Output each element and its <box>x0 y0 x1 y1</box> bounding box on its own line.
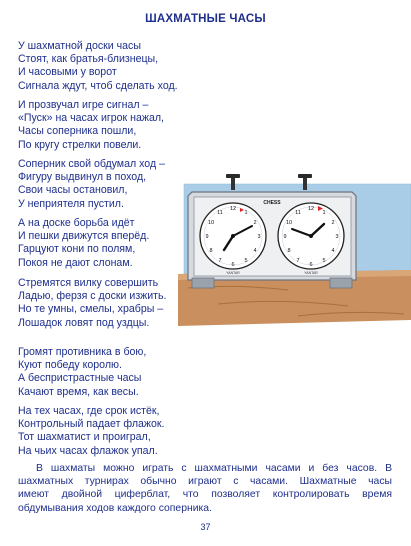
poem-line: Качают время, как весы. <box>18 385 139 398</box>
poem-stanza-7 <box>18 405 248 458</box>
poem-line: Стремятся вилку совершить <box>18 277 159 289</box>
poem-line: «Пуск» на часах игрок нажал, <box>18 112 164 125</box>
svg-text:11: 11 <box>217 210 223 216</box>
svg-text:3: 3 <box>257 234 261 240</box>
poem-line: Сигнала ждут, чтоб сделать ход. <box>18 79 178 92</box>
svg-text:1: 1 <box>244 210 248 216</box>
left-dial-maker: YANTAR <box>226 271 240 275</box>
svg-text:2: 2 <box>253 220 257 226</box>
svg-text:5: 5 <box>244 258 248 264</box>
poem-line: У неприятеля пустил. <box>18 197 124 210</box>
svg-text:10: 10 <box>285 220 293 226</box>
poem-line: Стоят, как братья-близнецы, <box>18 53 159 66</box>
poem-line: На чьих часах флажок упал. <box>18 444 158 457</box>
right-dial-maker: YANTAR <box>304 271 318 275</box>
poem-line: Лошадок ловят под уздцы. <box>18 316 150 329</box>
prose-line: имеют двойной циферблат, что позволяет контролировать время <box>18 489 392 501</box>
svg-text:9: 9 <box>205 234 209 240</box>
svg-text:12: 12 <box>229 206 237 212</box>
prose-paragraph <box>18 462 392 515</box>
poem-line: И часовыми у ворот <box>18 66 117 79</box>
prose-line: обдумывания ходов каждого соперника. <box>18 502 212 514</box>
svg-text:7: 7 <box>296 258 300 264</box>
poem-line: И пешки движутся вперёд. <box>18 230 150 243</box>
svg-text:8: 8 <box>209 248 213 254</box>
poem-stanza-2 <box>18 99 248 152</box>
poem-line: Фигуру выдвинул в поход, <box>18 171 147 184</box>
svg-text:9: 9 <box>283 234 287 240</box>
poem-line: Гарцуют кони по полям, <box>18 243 136 256</box>
poem-line: Тот шахматист и проиграл, <box>18 431 151 444</box>
poem-line: Свои часы остановил, <box>18 184 128 197</box>
poem-line: Ладью, ферзя с доски изжить. <box>18 290 167 303</box>
poem-line: Часы соперника пошли, <box>18 125 137 138</box>
poem-line: Но те умны, смелы, храбры – <box>18 303 164 316</box>
poem-stanza-1 <box>18 40 248 93</box>
page-number: 37 <box>200 522 211 532</box>
poem-stanza-6 <box>18 346 248 399</box>
svg-text:2: 2 <box>331 220 335 226</box>
svg-text:11: 11 <box>295 210 301 216</box>
svg-text:7: 7 <box>218 258 222 264</box>
poem-line: Покоя не дают слонам. <box>18 256 133 269</box>
prose-line: В шахматы можно играть с шахматными часами и без часов. В <box>36 463 392 474</box>
poem-line: У шахматной доски часы <box>18 40 141 52</box>
poem-line: На тех часах, где срок истёк, <box>18 405 160 417</box>
poem-line: По кругу стрелки повели. <box>18 138 142 151</box>
svg-text:1: 1 <box>322 210 326 216</box>
poem-line: А беспристрастные часы <box>18 372 142 385</box>
poem-line: А на доске борьба идёт <box>18 217 135 229</box>
svg-text:6: 6 <box>231 262 235 268</box>
chess-clock-illustration <box>178 170 411 330</box>
svg-text:4: 4 <box>253 248 257 254</box>
svg-text:6: 6 <box>309 262 313 268</box>
poem-line: И прозвучал игре сигнал – <box>18 99 149 111</box>
poem-line: Куют победу королю. <box>18 359 122 372</box>
page-title: ШАХМАТНЫЕ ЧАСЫ <box>145 13 266 25</box>
poem-line: Контрольный падает флажок. <box>18 418 165 431</box>
svg-text:3: 3 <box>335 234 339 240</box>
svg-text:12: 12 <box>307 206 315 212</box>
svg-text:4: 4 <box>331 248 335 254</box>
poem-line: Соперник свой обдумал ход – <box>18 158 165 170</box>
poem-line: Громят противника в бою, <box>18 346 147 358</box>
svg-text:5: 5 <box>322 258 326 264</box>
clock-brand-label: CHESS <box>263 200 281 206</box>
svg-text:10: 10 <box>207 220 215 226</box>
svg-text:8: 8 <box>287 248 291 254</box>
prose-line: шахматных турнирах обычно играют с часами. Шахматные часы <box>18 476 392 488</box>
